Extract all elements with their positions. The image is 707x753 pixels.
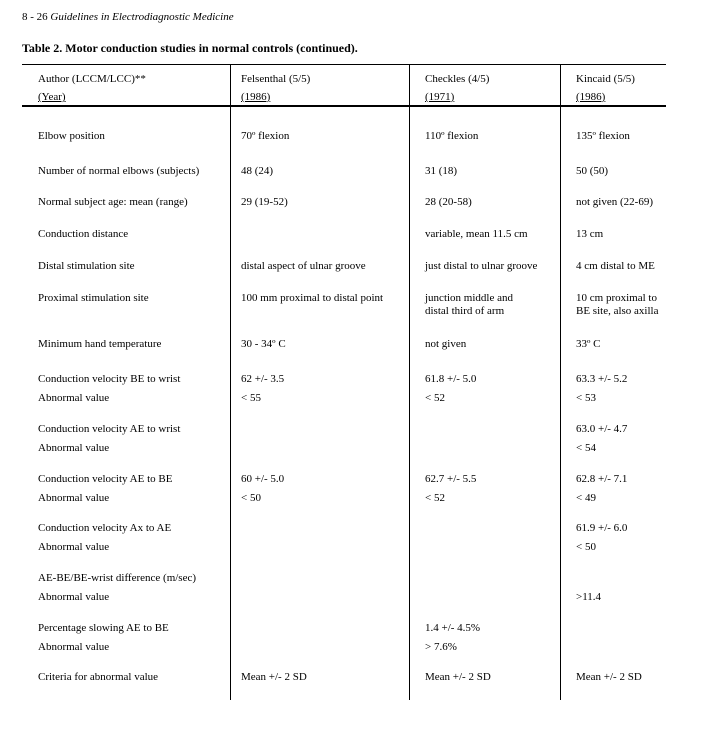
cell-checkles [425, 194, 472, 213]
column-divider-3 [560, 64, 561, 700]
cell-line: 62.7 +/- 5.5 [425, 473, 477, 485]
row-label [38, 226, 128, 245]
cell-checkles [425, 620, 480, 658]
cell-felsenthal [241, 290, 383, 309]
cell-line: 61.8 +/- 5.0 [425, 373, 477, 385]
row-label [38, 194, 188, 213]
running-head [22, 11, 234, 23]
header-kincaid [576, 70, 635, 106]
cell-line: 33º C [576, 338, 601, 350]
cell-line: Proximal stimulation site [38, 292, 149, 304]
cell-line: 62.8 +/- 7.1 [576, 473, 628, 485]
cell-line: Abnormal value [38, 591, 110, 603]
header-line: Kincaid (5/5) [576, 73, 635, 85]
cell-kincaid [576, 336, 601, 355]
page-number: 8 - 26 [22, 11, 48, 23]
header-felsenthal [241, 70, 310, 106]
cell-line: Conduction velocity Ax to AE [38, 522, 172, 534]
header-checkles [425, 70, 489, 106]
cell-line: Abnormal value [38, 541, 110, 553]
cell-checkles [425, 336, 466, 355]
cell-kincaid [576, 421, 627, 459]
cell-line: Criteria for abnormal value [38, 671, 159, 683]
row-label [38, 471, 172, 509]
row-label [38, 669, 158, 688]
cell-kincaid [576, 290, 658, 316]
cell-kincaid [576, 371, 627, 409]
cell-line: 63.0 +/- 4.7 [576, 423, 628, 435]
table-top-rule [22, 64, 666, 65]
row-label [38, 620, 169, 658]
cell-line: Abnormal value [38, 492, 110, 504]
row-label [38, 163, 199, 182]
cell-felsenthal [241, 128, 289, 147]
cell-line: Conduction velocity BE to wrist [38, 373, 181, 385]
cell-line: < 50 [241, 492, 261, 504]
cell-line: distal third of arm [425, 305, 505, 317]
cell-line: 4 cm distal to ME [576, 260, 655, 272]
cell-line: 31 (18) [425, 165, 458, 177]
cell-line: Conduction distance [38, 228, 129, 240]
cell-kincaid [576, 258, 655, 277]
cell-line: 70º flexion [241, 130, 290, 142]
cell-line: Minimum hand temperature [38, 338, 162, 350]
cell-line: BE site, also axilla [576, 305, 659, 317]
cell-kincaid [576, 570, 601, 608]
cell-line: 135º flexion [576, 130, 630, 142]
header-year: (1986) [241, 91, 271, 103]
cell-line [576, 570, 601, 589]
cell-line: < 52 [425, 392, 445, 404]
cell-line: 63.3 +/- 5.2 [576, 373, 628, 385]
cell-line: 100 mm proximal to distal point [241, 292, 384, 304]
cell-line: not given (22-69) [576, 196, 653, 208]
cell-checkles [425, 371, 476, 409]
cell-kincaid [576, 128, 630, 147]
cell-line: 1.4 +/- 4.5% [425, 622, 481, 634]
header-line: Checkles (4/5) [425, 73, 490, 85]
cell-felsenthal [241, 258, 366, 277]
cell-line: < 49 [576, 492, 596, 504]
column-divider-1 [230, 64, 231, 700]
cell-line: 28 (20-58) [425, 196, 472, 208]
cell-line: < 53 [576, 392, 596, 404]
cell-line: < 50 [576, 541, 596, 553]
cell-line: > 7.6% [425, 641, 457, 653]
cell-line: Normal subject age: mean (range) [38, 196, 188, 208]
cell-line: distal aspect of ulnar groove [241, 260, 366, 272]
cell-felsenthal [241, 194, 288, 213]
cell-checkles [425, 669, 491, 688]
cell-line: Conduction velocity AE to BE [38, 473, 173, 485]
cell-felsenthal [241, 336, 286, 355]
cell-line: 61.9 +/- 6.0 [576, 522, 628, 534]
cell-line: Distal stimulation site [38, 260, 135, 272]
cell-line: AE-BE/BE-wrist difference (m/sec) [38, 572, 197, 584]
cell-checkles [425, 471, 476, 509]
cell-felsenthal [241, 669, 307, 688]
cell-line: variable, mean 11.5 cm [425, 228, 528, 240]
cell-line: Elbow position [38, 130, 105, 142]
cell-line: < 55 [241, 392, 261, 404]
cell-line: Number of normal elbows (subjects) [38, 165, 200, 177]
cell-line: just distal to ulnar groove [425, 260, 538, 272]
cell-kincaid [576, 163, 608, 182]
row-label [38, 258, 135, 277]
cell-line: not given [425, 338, 467, 350]
cell-line: 30 - 34º C [241, 338, 286, 350]
cell-line: junction middle and [425, 292, 513, 304]
row-label [38, 421, 180, 459]
cell-line: Conduction velocity AE to wrist [38, 423, 181, 435]
header-year: (1971) [425, 91, 455, 103]
cell-kincaid [576, 669, 642, 688]
row-label [38, 336, 161, 355]
cell-line: < 52 [425, 492, 445, 504]
header-author [38, 70, 146, 106]
cell-checkles [425, 258, 537, 277]
table-caption: Table 2. Motor conduction studies in normal controls (continued). [22, 41, 358, 55]
row-label [38, 520, 171, 558]
cell-kincaid [576, 471, 627, 509]
cell-kincaid [576, 194, 653, 213]
cell-kincaid [576, 520, 627, 558]
row-label [38, 570, 196, 608]
column-divider-2 [409, 64, 410, 700]
cell-line: 10 cm proximal to [576, 292, 657, 304]
cell-felsenthal [241, 163, 273, 182]
cell-felsenthal [241, 371, 284, 409]
cell-line: Mean +/- 2 SD [241, 671, 307, 683]
cell-line: 62 +/- 3.5 [241, 373, 285, 385]
cell-checkles [425, 290, 513, 316]
cell-line: < 54 [576, 442, 596, 454]
row-label [38, 371, 180, 409]
cell-checkles [425, 226, 528, 245]
cell-line: 50 (50) [576, 165, 609, 177]
cell-line: Mean +/- 2 SD [576, 671, 642, 683]
cell-line: 48 (24) [241, 165, 274, 177]
cell-line: Abnormal value [38, 641, 110, 653]
cell-line: Abnormal value [38, 392, 110, 404]
cell-line: Percentage slowing AE to BE [38, 622, 169, 634]
row-label [38, 290, 149, 309]
header-year: (Year) [38, 91, 66, 103]
header-year: (1986) [576, 91, 606, 103]
cell-line: 110º flexion [425, 130, 479, 142]
cell-checkles [425, 128, 478, 147]
cell-line: >11.4 [576, 591, 602, 603]
header-line: Author (LCCM/LCC)** [38, 73, 146, 85]
cell-line: 29 (19-52) [241, 196, 288, 208]
cell-line: Abnormal value [38, 442, 110, 454]
cell-felsenthal [241, 471, 284, 509]
cell-line: 60 +/- 5.0 [241, 473, 285, 485]
cell-kincaid [576, 226, 603, 245]
header-line: Felsenthal (5/5) [241, 73, 311, 85]
book-title: Guidelines in Electrodiagnostic Medicine [50, 11, 234, 23]
cell-line: Mean +/- 2 SD [425, 671, 491, 683]
row-label [38, 128, 105, 147]
cell-checkles [425, 163, 457, 182]
cell-line: 13 cm [576, 228, 604, 240]
